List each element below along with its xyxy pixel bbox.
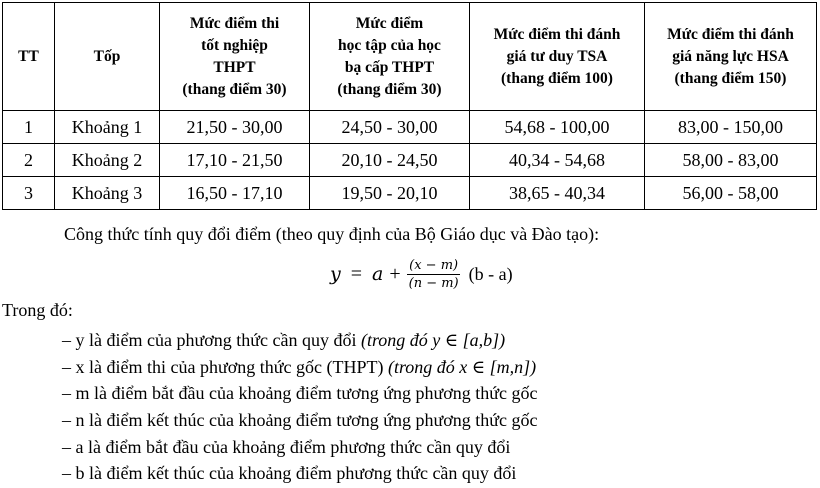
score-conversion-table (2, 2, 817, 210)
cell-transcript: 24,50 - 30,00 (310, 111, 470, 144)
where-label: Trong đó: (2, 300, 73, 320)
cell-tt: 3 (3, 177, 55, 210)
formula-plus: + (389, 262, 401, 285)
cell-thpt: 17,10 - 21,50 (160, 144, 310, 177)
cell-thpt: 16,50 - 17,10 (160, 177, 310, 210)
formula-a: a (372, 263, 384, 285)
formula-numerator: (x − m) (409, 257, 459, 273)
header-tt: TT (3, 3, 55, 111)
cell-tt: 1 (3, 111, 55, 144)
cell-thpt: 21,50 - 30,00 (160, 111, 310, 144)
cell-tsa: 54,68 - 100,00 (470, 111, 645, 144)
cell-top: Khoảng 2 (55, 144, 160, 177)
cell-hsa: 56,00 - 58,00 (645, 177, 817, 210)
cell-transcript: 20,10 - 24,50 (310, 144, 470, 177)
cell-tt: 2 (3, 144, 55, 177)
definition-list (62, 327, 537, 487)
list-item: – x là điểm thi của phương thức gốc (THPT) (trong đó x ∈ [m,n]) (62, 356, 537, 377)
list-item: – b là điểm kết thúc của khoảng điểm phương thức cần quy đổi (62, 463, 517, 484)
list-item: – y là điểm của phương thức cần quy đổi (trong đó y ∈ [a,b]) (62, 330, 506, 350)
table-header-row (3, 3, 817, 111)
conversion-formula (330, 252, 513, 296)
formula-lhs: y (330, 263, 341, 285)
formula-denominator: (n − m) (408, 275, 459, 291)
header-top: Tốp (55, 3, 160, 111)
cell-top: Khoảng 1 (55, 111, 160, 144)
formula-intro: Công thức tính quy đổi điểm (theo quy định của Bộ Giáo dục và Đào tạo): (64, 224, 600, 244)
formula-tail: (b - a) (468, 263, 513, 284)
cell-hsa: 83,00 - 150,00 (645, 111, 817, 144)
list-item: – a là điểm bắt đầu của khoảng điểm phương thức cần quy đổi (62, 436, 511, 457)
cell-transcript: 19,50 - 20,10 (310, 177, 470, 210)
list-item: – m là điểm bắt đầu của khoảng điểm tương ứng phương thức gốc (62, 383, 538, 404)
formula-fraction (407, 258, 461, 291)
table-row (3, 177, 817, 210)
header-thpt-score: Mức điểm thi tốt nghiệp THPT (thang điểm 30) (160, 3, 310, 111)
list-item: – n là điểm kết thúc của khoảng điểm tương ứng phương thức gốc (62, 410, 538, 431)
table-row (3, 111, 817, 144)
formula-equals: = (350, 262, 363, 285)
header-transcript-score: Mức điểm học tập của học bạ cấp THPT (thang điểm 30) (310, 3, 470, 111)
cell-top: Khoảng 3 (55, 177, 160, 210)
cell-hsa: 58,00 - 83,00 (645, 144, 817, 177)
cell-tsa: 40,34 - 54,68 (470, 144, 645, 177)
cell-tsa: 38,65 - 40,34 (470, 177, 645, 210)
table-row (3, 144, 817, 177)
header-tsa-score: Mức điểm thi đánh giá tư duy TSA (thang điểm 100) (470, 3, 645, 111)
header-hsa-score: Mức điểm thi đánh giá năng lực HSA (thang điểm 150) (645, 3, 817, 111)
